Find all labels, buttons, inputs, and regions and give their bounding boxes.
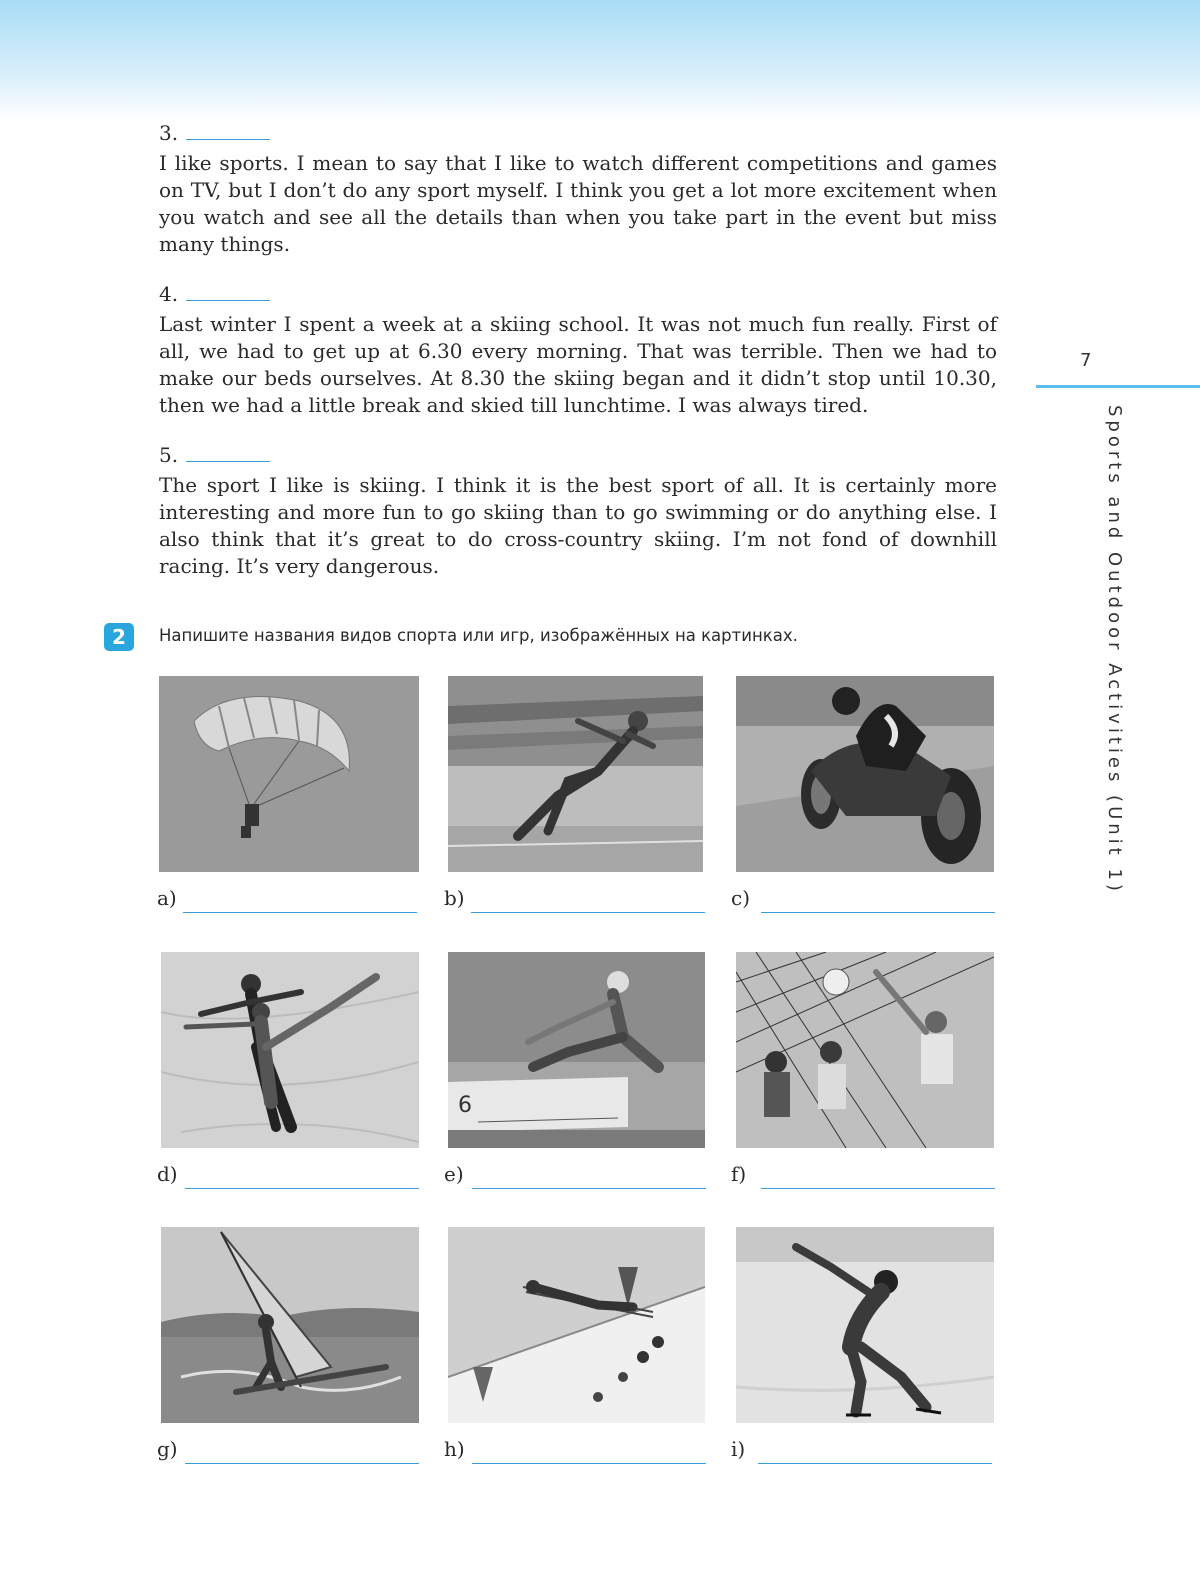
label-b: b) [444,886,465,910]
text-4-body: Last winter I spent a week at a skiing school. It was not much fun really. First of all, we had to get up at 6.30 every morning. That was terrible. Then we had to make our beds ourselves. At 8.30 the skiing began and it didn’t stop until 10.30, then we had a little break and skied till lunchtime. I was always tired. [159,312,997,417]
label-a: a) [157,886,177,910]
label-f: f) [731,1162,747,1186]
label-d: d) [157,1162,178,1186]
speed-skating-photo [736,1227,994,1423]
page-number: 7 [1080,350,1092,371]
text-5-heading [159,440,997,470]
sprinter-photo [448,676,703,872]
text-3-heading [159,118,997,148]
answer-line-h[interactable] [472,1463,706,1464]
text-4-heading [159,279,997,309]
answer-line-a[interactable] [183,912,417,913]
side-divider [1036,385,1200,388]
text-3-answer-blank[interactable] [186,139,270,140]
label-i: i) [731,1437,746,1461]
long-jump-photo [448,952,705,1148]
label-h: h) [444,1437,465,1461]
text-5-number: 5. [159,443,179,467]
svg-text:6: 6 [458,1093,472,1118]
label-g: g) [157,1437,178,1461]
text-4 [159,279,997,419]
label-e: e) [444,1162,464,1186]
answer-line-e[interactable] [472,1188,706,1189]
answer-line-b[interactable] [471,912,705,913]
running-title: Sports and Outdoor Activities (Unit 1) [1104,405,1125,895]
text-3-number: 3. [159,121,179,145]
parachute-photo [159,676,419,872]
text-5 [159,440,997,580]
volleyball-photo [736,952,994,1148]
exercise-instruction: Напишите названия видов спорта или игр, изображённых на картинках. [159,626,798,645]
text-3-body: I like sports. I mean to say that I like to watch different competitions and games on TV, but I don’t do any sport myself. I think you get a lot more excitement when you watch and see all the details than when you take part in the event but miss many things. [159,151,997,256]
answer-line-f[interactable] [761,1188,995,1189]
answer-line-d[interactable] [185,1188,419,1189]
header-gradient [0,0,1200,120]
text-5-body: The sport I like is skiing. I think it is the best sport of all. It is certainly more interesting and more fun to go skiing than to go swimming or do anything else. I also think that it’s great to do cross-country skiing. I’m not fond of downhill racing. It’s very dangerous. [159,473,997,578]
answer-line-c[interactable] [761,912,995,913]
text-4-answer-blank[interactable] [186,300,270,301]
text-4-number: 4. [159,282,179,306]
exercise-number-badge: 2 [104,623,134,651]
windsurfing-photo [161,1227,419,1423]
ski-jumping-photo [448,1227,705,1423]
text-5-answer-blank[interactable] [186,461,270,462]
figure-skating-photo [161,952,419,1148]
label-c: c) [731,886,751,910]
motorcycle-photo [736,676,994,872]
text-3 [159,118,997,258]
answer-line-g[interactable] [185,1463,419,1464]
answer-line-i[interactable] [758,1463,992,1464]
